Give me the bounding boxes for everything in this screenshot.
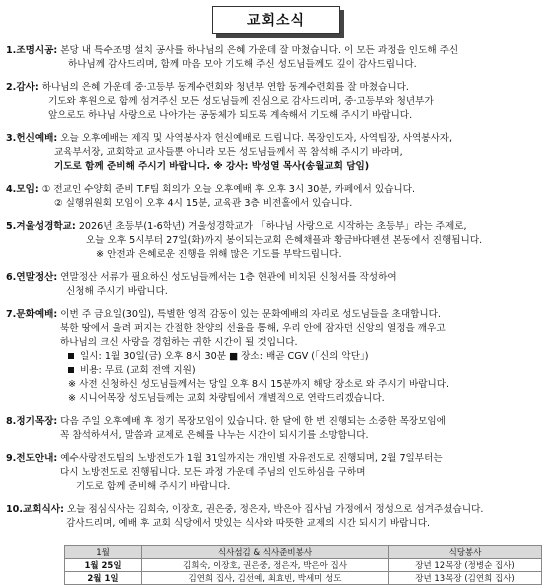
page-title: 교회소식 (212, 6, 340, 34)
table-cell: 2월 1일 (65, 572, 142, 585)
news-item-tax-settlement: 6.연말정산: 연말정산 서류가 필요하신 성도님들께서는 1층 현관에 비치된 신청서를 작성하여 신청해 주시기 바랍니다. (6, 272, 397, 297)
meal-schedule-table (64, 545, 542, 585)
table-cell: 김연희 집사, 김선예, 최효빈, 박세미 성도 (142, 572, 389, 585)
table-row (65, 572, 542, 585)
news-item-evangelism: 9.전도안내: 예수사랑전도팀의 노방전도가 1월 31일까지는 개인별 자유전도로 진행되며, 2월 7일부터는 다시 노방전도로 진행됩니다. 모든 과정 가운데 주님의 인도하심을 구하며 기도로 함께 준비해 주시기 바랍니다. (6, 453, 443, 492)
news-item-winter-bible-school: 5.겨울성경학교: 2026년 초등부(1-6학년) 겨울성경학교가 「하나님 사랑으로 시작하는 초등부」라는 주제로, 오늘 오후 5시부터 27일(화)까지 봉이되는교회 은혜채플과 황금바다펜션 본동에서 진행됩니다. ※ 안전과 은혜로운 진행을 위해 많은 기도를 부탁드립니다. (6, 221, 483, 260)
column-header: 식당봉사 (389, 546, 542, 559)
news-item-cell-meeting: 8.정기목장: 다음 주일 오후예배 후 정기 목장모임이 있습니다. 한 달에 한 번 진행되는 소중한 목장모임에 꼭 참석하셔서, 말씀과 교제로 은혜를 나누는 시간이 되시기를 소망합니다. (6, 416, 446, 441)
news-item-lighting: 1.조명시공: 본당 내 특수조명 설치 공사를 하나님의 은혜 가운데 잘 마쳤습니다. 이 모든 과정을 인도해 주신 하나님께 감사드리며, 함께 마음 모아 기도해 주신 성도님들께도 깊이 감사드립니다. (6, 45, 459, 70)
news-item-meetings: 4.모임: ① 전교인 수양회 준비 T.F팀 회의가 오늘 오후예배 후 오후 3시 30분, 카페에서 있습니다. ② 실행위원회 모임이 오후 4시 15분, 교육관 3층 비전홀에서 있습니다. (6, 184, 415, 209)
news-list (6, 44, 546, 540)
bullet-icon (68, 353, 74, 359)
table-cell: 장년 13목장 (김연희 집사) (389, 572, 542, 585)
news-item-church-meal: 10.교회식사: 오늘 점심식사는 김희숙, 이장호, 권은중, 정은자, 박은아 집사님 가정에서 정성으로 섬겨주셨습니다. 감사드리며, 예배 후 교회 식당에서 맛있는 식사와 따뜻한 교제의 시간 되시기 바랍니다. (6, 504, 484, 529)
column-header: 식사섬김 & 식사준비봉사 (142, 546, 389, 559)
column-header: 1월 (65, 546, 142, 559)
bullet-icon (68, 367, 74, 373)
table-cell: 장년 12목장 (정병순 집사) (389, 559, 542, 572)
table-header-row (65, 546, 542, 559)
news-item-culture-service: 7.문화예배: 이번 주 금요일(30일), 특별한 영적 감동이 있는 문화예배의 자리로 성도님들을 초대합니다. 북한 땅에서 울려 퍼지는 간절한 찬양의 선율을 통해, 우리 안에 잠자던 신앙의 열정을 깨우고 하나님의 크신 사랑을 경험하는 귀한 시간이 될 것입니다. 일시: 1월 30일(금) 오후 8시 30분 ■ 장소: 배곧 CGV (「신의 악단」) 비용: 무료 (교회 전액 지원) ※ 사전 신청하신 성도님들께서는 당일 오후 8시 15분까지 해당 장소로 와 주시기 바랍니다. ※ 시니어목장 성도님들께는 교회 차량팀에서 개별적으로 연락드리겠습니다. (6, 309, 450, 404)
news-item-thanks: 2.감사: 하나님의 은혜 가운데 중·고등부 동계수련회와 청년부 연합 동계수련회를 잘 마쳤습니다. 기도와 후원으로 함께 섬겨주신 모든 성도님들께 진심으로 감사드리며, 중·고등부와 청년부가 앞으로도 하나님 사랑으로 나아가는 공동체가 되도록 계속해서 기도해 주시기 바랍니다. (6, 82, 434, 121)
table-cell: 1월 25일 (65, 559, 142, 572)
table-row (65, 559, 542, 572)
table-cell: 김희숙, 이장호, 권은중, 정은자, 박은아 집사 (142, 559, 389, 572)
news-item-dedication-service: 3.헌신예배: 오늘 오후예배는 제직 및 사역봉사자 헌신예배로 드립니다. 목장인도자, 사역팀장, 사역봉사자, 교육부서장, 교회학교 교사들뿐 아니라 모든 성도님들께서 꼭 참석해 주시기 바라며, 기도로 함께 준비해 주시기 바랍니다. ※ 강사: 박성열 목사(송월교회 담임) (6, 133, 453, 172)
